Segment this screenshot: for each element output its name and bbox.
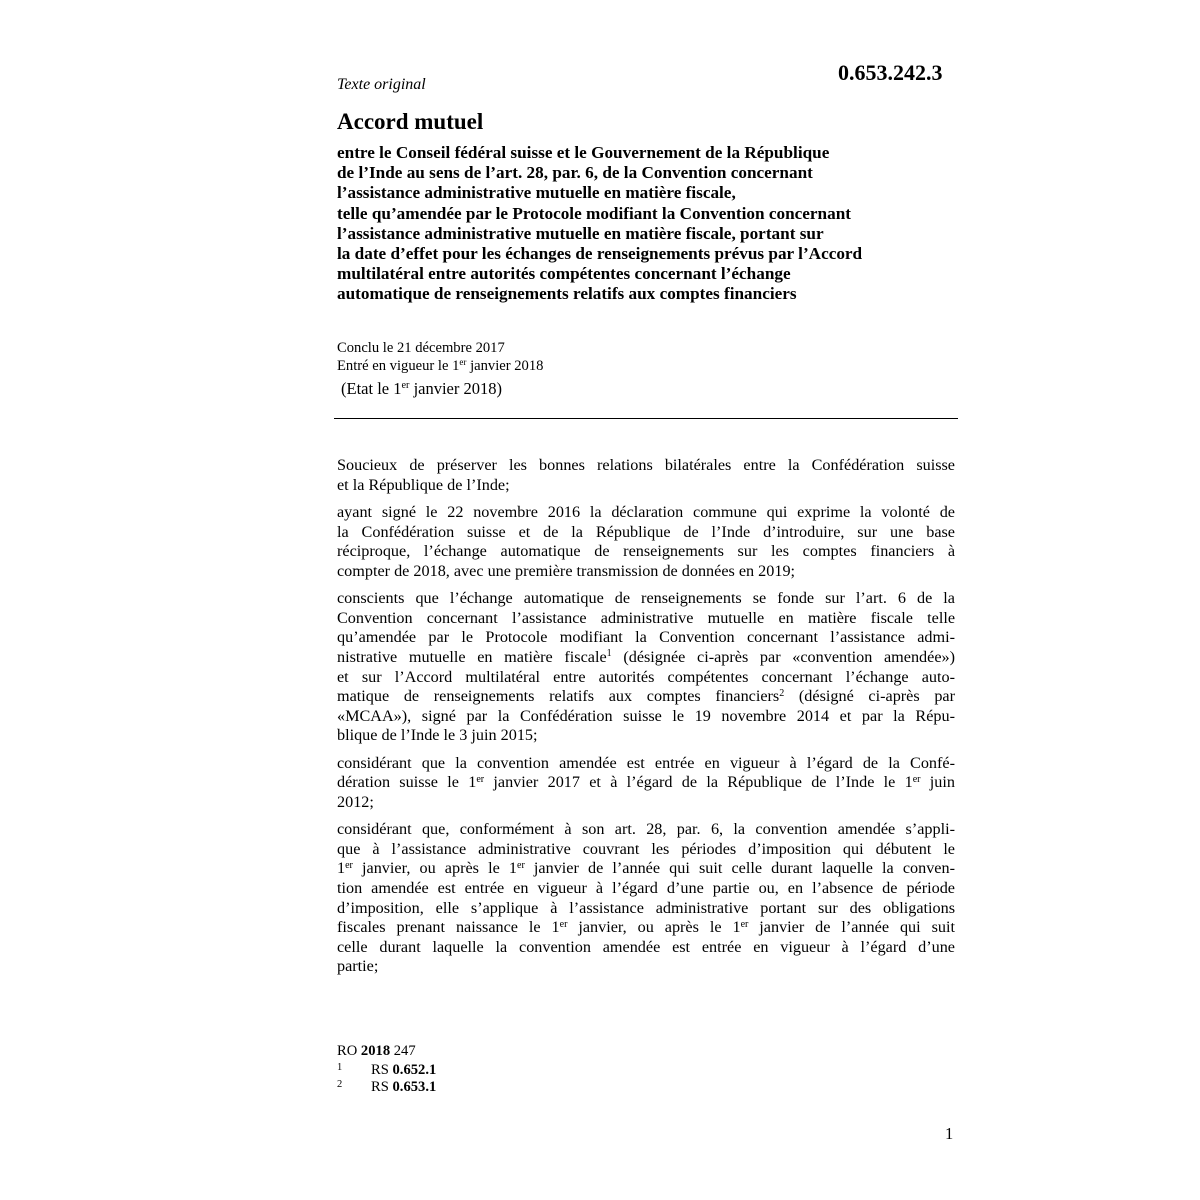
preamble-paragraph: Soucieux de préserver les bonnes relations bilatérales entre la Confédération suisse et la République de l’Inde; xyxy=(337,456,955,494)
footnote-mark: 1 xyxy=(337,1062,343,1073)
document-title: Accord mutuel xyxy=(337,109,484,134)
subtitle-line: l’assistance administrative mutuelle en matière fiscale, portant sur xyxy=(337,223,824,243)
entry-into-force-date: Entré en vigueur le 1er janvier 2018 xyxy=(337,356,544,374)
preamble-paragraph: ayant signé le 22 novembre 2016 la déclaration commune qui exprime la volonté de la Confédération suisse et de la République de l’Inde d’introduire, sur une base réciproque, l’échange automatique de renseignements sur les comptes financiers à compter de 2018, avec une première transmission de données en 2019; xyxy=(337,502,955,580)
subtitle-line: multilatéral entre autorités compétentes concernant l’échange xyxy=(337,264,791,284)
footnote-link[interactable]: 0.653.1 xyxy=(392,1079,437,1095)
date-block xyxy=(337,340,543,375)
footnote-mark: 2 xyxy=(337,1079,343,1090)
source-note: Texte original xyxy=(337,76,426,93)
preamble xyxy=(337,456,955,985)
subtitle-line: entre le Conseil fédéral suisse et le Gouvernement de la République xyxy=(337,143,830,162)
publication-reference: RO 2018 247 xyxy=(337,1043,416,1059)
subtitle-line: la date d’effet pour les échanges de renseignements prévus par l’Accord xyxy=(337,244,863,264)
page-number: 1 xyxy=(945,1124,954,1143)
concluded-date: Conclu le 21 décembre 2017 xyxy=(337,340,505,356)
subtitle-line: l’assistance administrative mutuelle en matière fiscale, xyxy=(337,183,736,203)
document-page: 0.653.242.3 Texte original Accord mutuel entre le Conseil fédéral suisse et le Gouvernement de la République de l’Inde au sens de l’art. 28, par. 6, de la Convention concernant l’assistance administrative mutuelle en matière fiscale, telle qu’amendée par le Protocole modifiant la Convention concernant l’assistance administrative mutuelle en matière fiscale, portant sur la date d’effet pour les échanges de renseignements prévus par l’Accord multilatéral entre autorités compétentes concernant l’échange automatique de renseignements relatifs aux comptes financiers Conclu le 21 décembre 2017 Entré en vigueur le 1er janvier 2018 (Etat le 1er janvier 2018) Soucieux de préserver les bonnes relations bilatérales entre la Confédération suisse et la République de l’Inde; ayant signé le 22 novembre 2016 la déclaration commune qui exprime la volonté de la Confédération suisse et de la République de l’Inde d’introduire, sur une base réciproque, l’échange automatique de renseignements sur les comptes financiers à compter de 2018, avec une première transmission de données en 2019; conscients que l’échange automatique de renseignements se fonde sur l’art. 6 de la Convention concernant l’assistance administrative mutuelle en matière fiscale telle qu’amendée par le Protocole modifiant la Convention concernant l’assistance admi- nistrative mutuelle en matière fiscale$^1$ (désignée ci-après par «convention amendée») et sur l’Accord multilatéral entre autorités compétentes concernant l’échange auto- matique de renseignements relatifs aux comptes financiers$^2$ (désigné ci-après par «MCAA»), signé par la Confédération suisse le 19 novembre 2014 et par la Répu- blique de l’Inde le 3 juin 2015; considérant que la convention amendée est entrée en vigueur à l’égard de la Confé- dération suisse le 1er janvier 2017 et à l’égard de la République de l’Inde le 1er juin 2012; considérant que, conformément à son art. 28, par. 6, la convention amendée s’appli- que à l’assistance administrative couvrant les périodes d’imposition qui débutent le 1er janvier, ou après le 1er janvier de l’année qui suit celle durant laquelle la conven- tion amendée est entrée en vigueur à l’égard d’une partie ou, en l’absence de période d’imposition, elle s’applique à l’assistance administrative portant sur des obligations fiscales prenant naissance le 1er janvier, ou après le 1er janvier de l’année qui suit celle durant laquelle la convention amendée est entrée en vigueur à l’égard d’une partie; RO 2018 247 1 RS 0.652.1 2 RS 0.653.1 1 xyxy=(0,0,1200,1200)
subtitle-line: de l’Inde au sens de l’art. 28, par. 6, de la Convention concernant xyxy=(337,163,813,183)
document-subtitle xyxy=(337,143,977,305)
header-divider xyxy=(334,418,958,419)
footnote-reference[interactable]: 1 xyxy=(606,648,612,660)
sr-number: 0.653.242.3 xyxy=(838,60,943,85)
subtitle-line: telle qu’amendée par le Protocole modifiant la Convention concernant xyxy=(337,203,851,223)
subtitle-line: automatique de renseignements relatifs aux comptes financiers xyxy=(337,284,797,304)
status-date: (Etat le 1er janvier 2018) xyxy=(341,379,502,398)
preamble-paragraph: considérant que, conformément à son art. 28, par. 6, la convention amendée s’appli- que à l’assistance administrative couvrant les périodes d’imposition qui débutent le 1er janvier, ou après le 1er janvier de l’année qui suit celle durant laquelle la conven- tion amendée est entrée en vigueur à l’égard d’une partie ou, en l’absence de période d’imposition, elle s’applique à l’assistance administrative portant sur des obligations fiscales prenant naissance le 1er janvier, ou après le 1er janvier de l’année qui suit celle durant laquelle la convention amendée est entrée en vigueur à l’égard d’une partie; xyxy=(337,820,955,976)
footnote-link[interactable]: 0.652.1 xyxy=(392,1062,437,1078)
footnote-reference[interactable]: 2 xyxy=(779,687,785,699)
preamble-paragraph: conscients que l’échange automatique de renseignements se fonde sur l’art. 6 de la Convention concernant l’assistance administrative mutuelle en matière fiscale telle qu’amendée par le Protocole modifiant la Convention concernant l’assistance admi- nistrative mutuelle en matière fiscale$^1$ (désignée ci-après par «convention amendée») et sur l’Accord multilatéral entre autorités compétentes concernant l’échange auto- matique de renseignements relatifs aux comptes financiers$^2$ (désigné ci-après par «MCAA»), signé par la Confédération suisse le 19 novembre 2014 et par la Répu- blique de l’Inde le 3 juin 2015; xyxy=(337,589,955,745)
preamble-paragraph: considérant que la convention amendée est entrée en vigueur à l’égard de la Confé- dération suisse le 1er janvier 2017 et à l’égard de la République de l’Inde le 1er juin 2012; xyxy=(337,753,955,811)
